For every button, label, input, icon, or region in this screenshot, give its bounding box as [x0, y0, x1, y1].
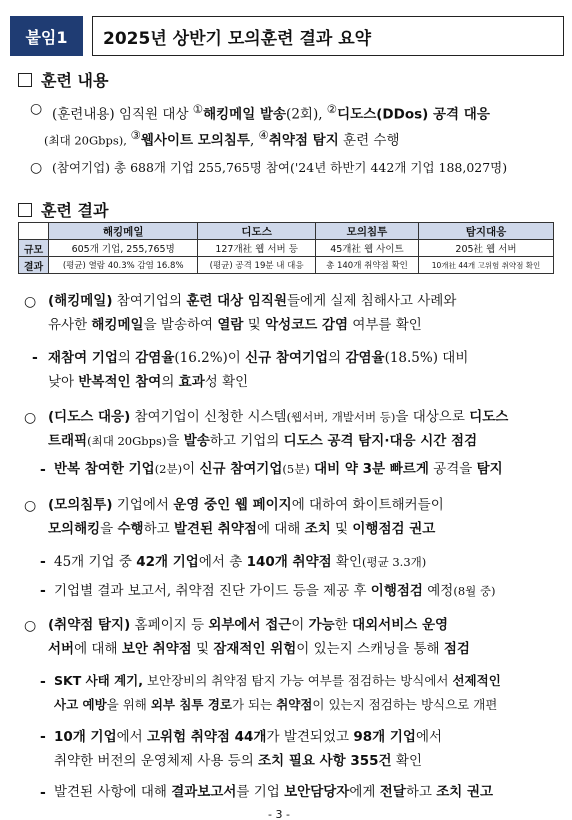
table-cell: 605개 기업, 255,765명 [49, 240, 198, 257]
dash-bullet: - [40, 674, 46, 690]
table-cell: 총 140개 취약점 확인 [315, 257, 418, 274]
training-content-line: (최대 20Gbps), ③웹사이트 모의침투, ④취약점 탐지 훈련 수행 [44, 128, 400, 149]
hacking-mail-detail: 낮아 반복적인 참여의 효과성 확인 [48, 374, 249, 390]
vuln-detect-detail: 발견된 사항에 대해 결과보고서를 기업 보안담당자에게 전달하고 조치 권고 [54, 784, 494, 800]
section-heading-results: 훈련 결과 [18, 198, 108, 221]
checkbox-square-icon [18, 73, 32, 87]
results-table [18, 222, 554, 274]
circle-bullet-icon: ○ [30, 160, 43, 176]
table-row [19, 240, 554, 257]
table-row [19, 257, 554, 274]
column-header: 모의침투 [315, 223, 418, 240]
pentest-detail: 45개 기업 중 42개 기업에서 총 140개 취약점 확인(평균 3.3개) [54, 554, 427, 570]
vuln-detect-line: (취약점 탐지) 홈페이지 등 외부에서 접근이 가능한 대외서비스 운영 [48, 617, 449, 633]
table-cell: (평균) 열람 40.3% 감염 16.8% [49, 257, 198, 274]
attachment-tag: 붙임1 [10, 16, 83, 56]
hacking-mail-line: 유사한 해킹메일을 발송하여 열람 및 악성코드 감염 여부를 확인 [48, 317, 422, 333]
vuln-detect-detail: 10개 기업에서 고위험 취약점 44개가 발견되었고 98개 기업에서 [54, 729, 443, 745]
pentest-line: 모의해킹을 수행하고 발견된 취약점에 대해 조치 및 이행점검 권고 [48, 521, 436, 537]
table-cell: 10개社 44개 고위험 취약점 확인 [419, 257, 554, 274]
table-cell: 205社 웹 서버 [419, 240, 554, 257]
dash-bullet: - [40, 462, 46, 478]
table-cell: (평균) 공격 19분 내 대응 [198, 257, 316, 274]
row-header: 결과 [19, 257, 49, 274]
ddos-detail: 반복 참여한 기업(2분)이 신규 참여기업(5분) 대비 약 3분 빠르게 공격을 탐지 [54, 461, 503, 477]
circle-bullet-icon: ○ [24, 410, 37, 426]
table-header-row [19, 223, 554, 240]
row-header: 규모 [19, 240, 49, 257]
column-header: 디도스 [198, 223, 316, 240]
table-cell: 45개社 웹 사이트 [315, 240, 418, 257]
ddos-line: 트래픽(최대 20Gbps)을 발송하고 기업의 디도스 공격 탐지·대응 시간 점검 [48, 433, 478, 449]
pentest-detail: 기업별 결과 보고서, 취약점 진단 가이드 등을 제공 후 이행점검 예정(8월 중) [54, 583, 496, 599]
training-content-line: (훈련내용) 임직원 대상 ①해킹메일 발송(2회), ②디도스(DDos) 공격 대응 [52, 102, 490, 123]
column-header: 탐지대응 [419, 223, 554, 240]
hacking-mail-line: (해킹메일) 참여기업의 훈련 대상 임직원들에게 실제 침해사고 사례와 [48, 293, 457, 309]
circle-bullet-icon: ○ [30, 101, 43, 117]
dash-bullet: - [40, 554, 46, 570]
vuln-detect-detail: 취약한 버전의 운영체제 사용 등의 조치 필요 사항 355건 확인 [54, 753, 422, 769]
vuln-detect-detail: 사고 예방을 위해 외부 침투 경로가 되는 취약점이 있는지 점검하는 방식으로 개편 [54, 697, 498, 712]
pentest-line: (모의침투) 기업에서 운영 중인 웹 페이지에 대하여 화이트해커들이 [48, 497, 444, 513]
ddos-line: (디도스 대응) 참여기업이 신청한 시스템(웹서버, 개발서버 등)을 대상으로 디도스 [48, 409, 509, 425]
checkbox-square-icon [18, 203, 32, 217]
hacking-mail-detail: 재참여 기업의 감염율(16.2%)이 신규 참여기업의 감염율(18.5%) 대비 [48, 350, 469, 366]
dash-bullet: - [32, 350, 38, 366]
page-number: - 3 - [268, 808, 290, 820]
circle-bullet-icon: ○ [24, 498, 37, 514]
circle-bullet-icon: ○ [24, 294, 37, 310]
dash-bullet: - [40, 583, 46, 599]
dash-bullet: - [40, 785, 46, 801]
vuln-detect-detail: SKT 사태 계기, 보안장비의 취약점 탐지 가능 여부를 점검하는 방식에서 선제적인 [54, 673, 501, 688]
document-title: 2025년 상반기 모의훈련 결과 요약 [92, 16, 564, 56]
participants-line: (참여기업) 총 688개 기업 255,765명 참여('24년 하반기 442개 기업 188,027명) [52, 160, 508, 175]
vuln-detect-line: 서버에 대해 보안 취약점 및 잠재적인 위험이 있는지 스캐닝을 통해 점검 [48, 641, 470, 657]
circle-bullet-icon: ○ [24, 618, 37, 634]
table-cell: 127개社 웹 서버 등 [198, 240, 316, 257]
dash-bullet: - [40, 729, 46, 745]
section-heading-content: 훈련 내용 [18, 68, 108, 91]
column-header: 해킹메일 [49, 223, 198, 240]
document-header [10, 16, 564, 56]
